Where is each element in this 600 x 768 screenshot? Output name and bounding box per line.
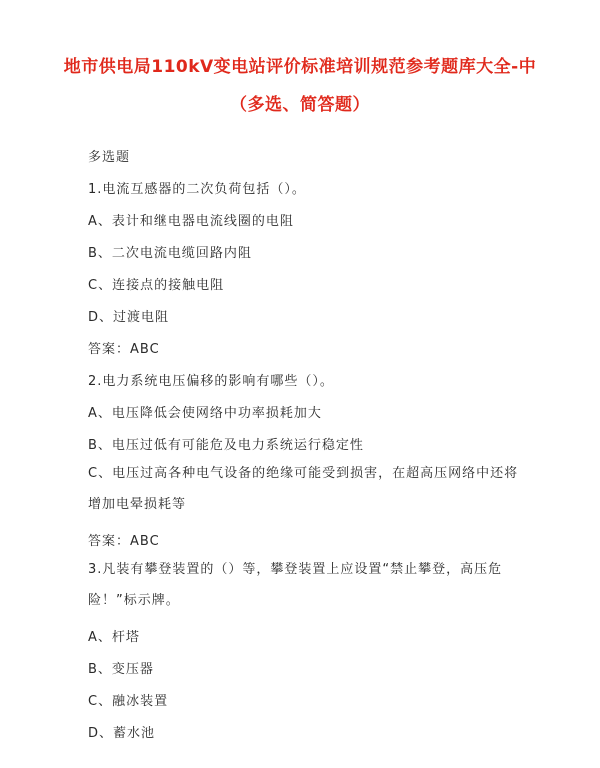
question-1-option-a: A、表计和继电器电流线圈的电阻 <box>88 214 294 229</box>
question-3-option-d: D、蓄水池 <box>88 726 156 741</box>
question-3-option-c: C、融冰装置 <box>88 694 169 709</box>
section-heading: 多选题 <box>88 150 131 165</box>
question-1-option-c: C、连接点的接触电阻 <box>88 278 225 293</box>
document-title-line-2: （多选、简答题） <box>230 95 370 115</box>
question-2-option-c: C、电压过高各种电气设备的绝缘可能受到损害，在超高压网络中还将增加电晕损耗等 <box>88 466 519 512</box>
question-3-stem: 3.凡装有攀登装置的（）等，攀登装置上应设置“禁止攀登，高压危险！”标示牌。 <box>88 562 503 608</box>
question-2-answer: 答案：ABC <box>88 534 160 549</box>
question-2-option-b: B、电压过低有可能危及电力系统运行稳定性 <box>88 438 364 453</box>
question-2-option-a: A、电压降低会使网络中功率损耗加大 <box>88 406 322 421</box>
document-title-line-1: 地市供电局110kV变电站评价标准培训规范参考题库大全-中 <box>63 57 537 77</box>
question-1-stem: 1.电流互感器的二次负荷包括（）。 <box>88 182 306 197</box>
question-1-option-d: D、过渡电阻 <box>88 310 170 325</box>
question-3-option-a: A、杆塔 <box>88 630 140 645</box>
question-3-option-b: B、变压器 <box>88 662 154 677</box>
question-1-answer: 答案：ABC <box>88 342 160 357</box>
question-2-stem: 2.电力系统电压偏移的影响有哪些（）。 <box>88 374 334 389</box>
question-1-option-b: B、二次电流电缆回路内阻 <box>88 246 252 261</box>
